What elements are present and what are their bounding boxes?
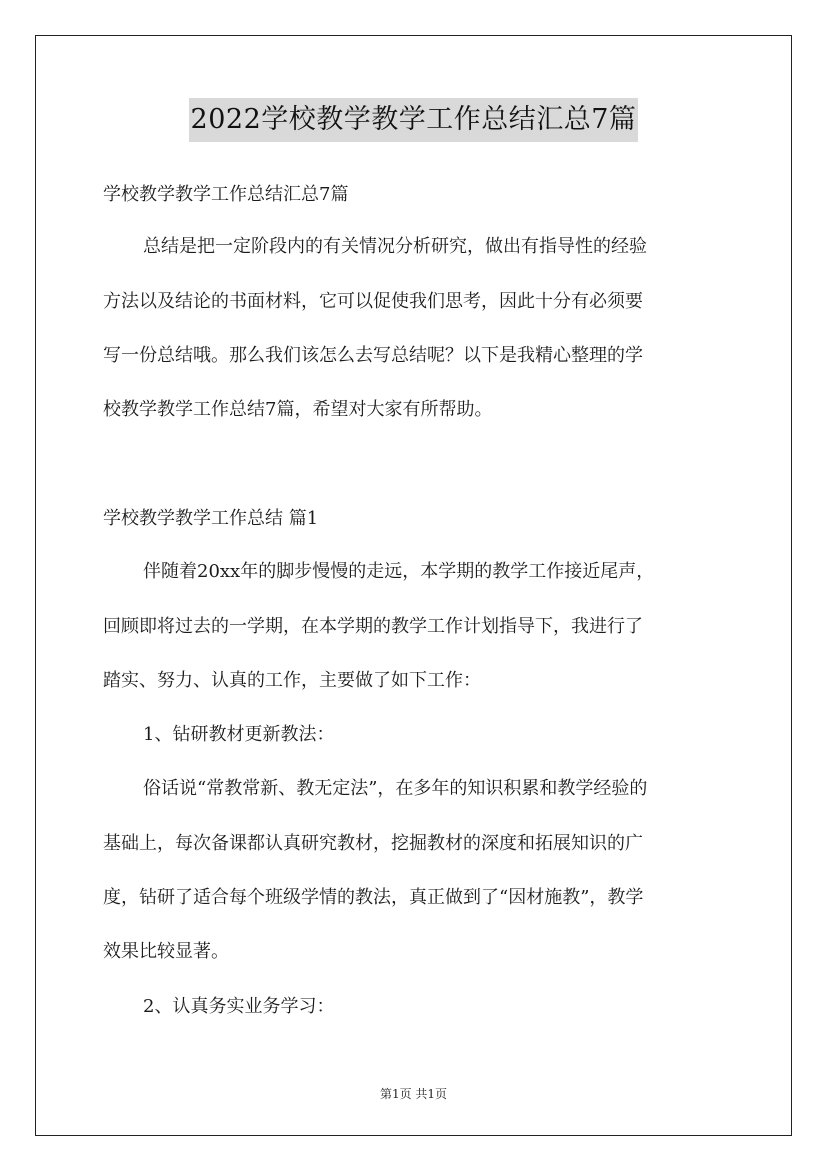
section-heading: 学校教学教学工作总结 篇1 bbox=[103, 508, 319, 529]
page-number: 第1页 共1页 bbox=[379, 1087, 448, 1101]
document-subtitle: 学校教学教学工作总结汇总7篇 bbox=[103, 184, 349, 205]
body-line: 踏实、努力、认真的工作，主要做了如下工作： bbox=[103, 670, 481, 691]
body-line: 度，钻研了适合每个班级学情的教法，真正做到了“因材施教”，教学 bbox=[103, 887, 644, 908]
body-line: 基础上，每次备课都认真研究教材，挖掘教材的深度和拓展知识的广 bbox=[103, 833, 643, 854]
intro-line: 写一份总结哦。那么我们该怎么去写总结呢？以下是我精心整理的学 bbox=[103, 345, 643, 366]
intro-line: 方法以及结论的书面材料，它可以促使我们思考，因此十分有必须要 bbox=[103, 291, 643, 312]
body-line: 回顾即将过去的一学期，在本学期的教学工作计划指导下，我进行了 bbox=[103, 616, 643, 637]
intro-line: 校教学教学工作总结7篇，希望对大家有所帮助。 bbox=[103, 399, 493, 420]
document-title: 2022学校教学教学工作总结汇总7篇 bbox=[189, 98, 639, 142]
intro-line: 总结是把一定阶段内的有关情况分析研究，做出有指导性的经验 bbox=[143, 236, 647, 257]
body-line: 俗话说“常教常新、教无定法”，在多年的知识积累和教学经验的 bbox=[143, 778, 648, 799]
body-line: 伴随着20xx年的脚步慢慢的走远，本学期的教学工作接近尾声， bbox=[143, 561, 655, 582]
body-line: 效果比较显著。 bbox=[103, 941, 229, 962]
title-container bbox=[0, 98, 827, 142]
body-line: 1、钻研教材更新教法： bbox=[143, 724, 335, 745]
body-line: 2、认真务实业务学习： bbox=[143, 996, 335, 1017]
